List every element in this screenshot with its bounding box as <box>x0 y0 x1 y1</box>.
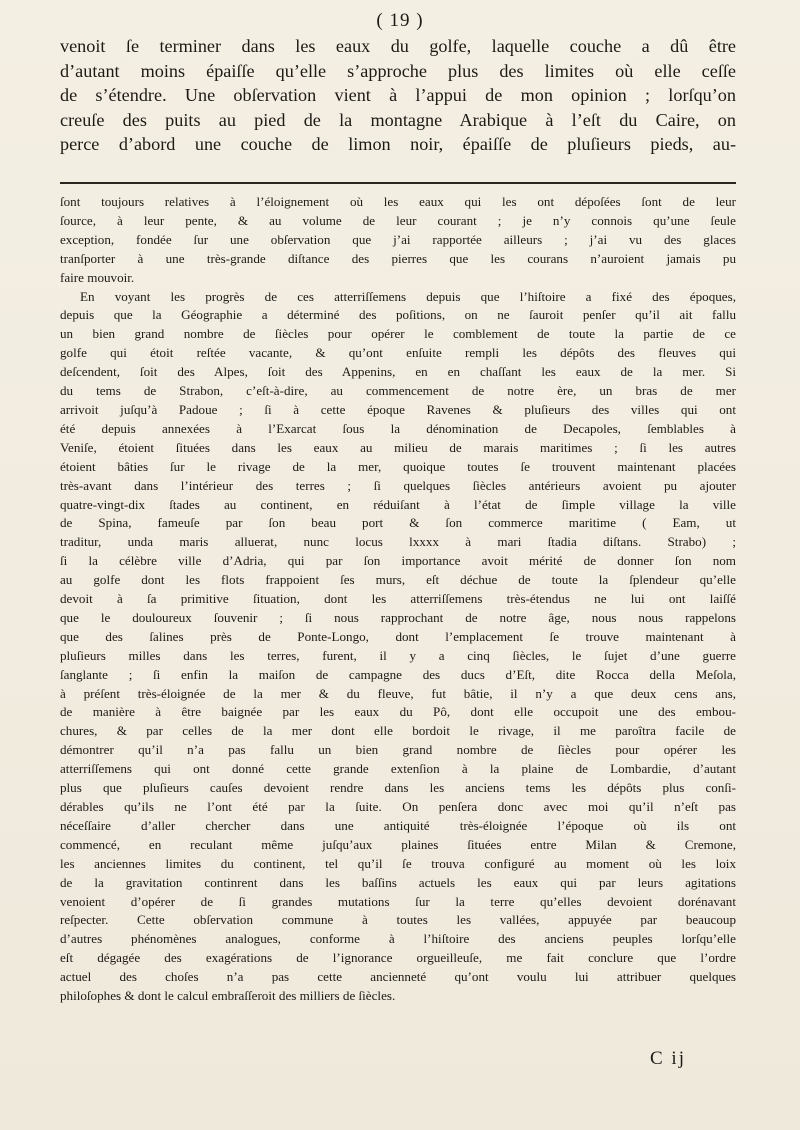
main-text-line: de s’étendre. Une obſervation vient à l’appui de mon opinion ; lorſqu’on <box>60 85 736 105</box>
main-text-line: d’autant moins épaiſſe qu’elle s’approche plus des limites où elle ceſſe <box>60 60 736 81</box>
footnote-line: ſource, à leur pente, & au volume de leur courant ; je n’y connois qu’une ſeule <box>60 212 736 228</box>
footnote-line: démontrer qu’il n’a pas fallu un bien grand nombre de ſiècles pour opérer les <box>60 742 736 758</box>
footnote-line: ſi la célèbre ville d’Adria, qui par ſon importance avoit mérité de donner ſon nom <box>60 553 736 569</box>
footnote-line: Veniſe, étoient ſituées dans les eaux au milieu de marais maritimes ; ſi les autres <box>60 439 736 455</box>
footnote-line: d’autres phénomènes analogues, conforme à l’hiſtoire des anciens peuples lorſqu’elle <box>60 931 736 947</box>
footnote-line: atterriſſemens qui ont donné cette grande extenſion à la plaine de Lombardie, d’autant <box>60 761 736 777</box>
signature-mark: C ij <box>650 1048 686 1069</box>
footnote-line: un bien grand nombre de ſiècles pour opérer le comblement de toute la partie de ce <box>60 326 736 342</box>
footnote-block <box>60 193 736 1006</box>
footnote-line: deſcendent, ſoit des Alpes, ſoit des Appenins, en en chaſſant les eaux de la mer. Si <box>60 364 736 380</box>
footnote-line: étoient bâties ſur le rivage de la mer, quoique toutes ſe trouvent maintenant placées <box>60 458 736 474</box>
footnote-line: au golfe dont les flots frappoient ſes murs, eſt déchue de toute la ſplendeur qu’elle <box>60 572 736 588</box>
footnote-line: quatre-vingt-dix ſtades au continent, en réduiſant à l’état de ſimple village la ville <box>60 496 736 512</box>
footnote-separator-rule <box>60 182 736 184</box>
footnote-line: depuis que la Géographie a déterminé des poſitions, on ne ſauroit penſer qu’il ait fallu <box>60 307 736 323</box>
footnote-line: pluſieurs milles dans les terres, furent, il y a cinq ſiècles, le ſujet d’une guerre <box>60 647 736 663</box>
footnote-line: exception, fondée ſur une obſervation que j’ai rapportée ailleurs ; j’ai vu des glaces <box>60 231 736 247</box>
footnote-line: à préſent très-éloignée de la mer & du fleuve, fut bâtie, il n’y a que deux cens ans, <box>60 685 736 701</box>
footnote-line: de la gravitation continrent dans les baſſins actuels les eaux qui par leurs agitations <box>60 874 736 890</box>
footnote-line: faire mouvoir. <box>60 269 135 285</box>
footnote-line: ſanglante ; ſi enfin la maiſon de campagne des ducs d’Eſt, dite Rocca della Meſola, <box>60 666 736 682</box>
footnote-line: dérables qu’ils ne l’ont été par la ſuite. On penſera donc avec moi qu’il n’eſt pas <box>60 799 736 814</box>
footnote-line: arrivoit juſqu’à Padoue ; ſi à cette époque Ravenes & pluſieurs des villes qui ont <box>60 401 736 417</box>
footnote-line: été depuis annexées à l’Exarcat ſous la dénomination de Decapoles, ſemblables à <box>60 420 736 436</box>
footnote-line: traditur, unda maris alluerat, nunc locus lxxxx à mari ſtadia diſtans. Strabo) ; <box>60 534 736 550</box>
footnote-line: très-avant dans l’intérieur des terres ; ſi quelques ſiècles antérieurs avoient pu ajouter <box>60 477 736 493</box>
footnote-line: chures, & par celles de la mer dont elle bordoit le rivage, il me paroîtra facile de <box>60 723 736 739</box>
footnote-line: ſont toujours relatives à l’éloignement où les eaux qui les ont dépoſées ſont de leur <box>60 194 736 209</box>
footnote-line: de Spina, fameuſe par ſon beau port & ſon commerce maritime ( Eam, ut <box>60 515 736 531</box>
footnote-line: néceſſaire d’aller chercher dans une antiquité très-éloignée l’époque où ils ont <box>60 817 736 833</box>
footnote-line: de manière à être baignée par les eaux du Pô, dont elle occupoit une des embou- <box>60 704 736 720</box>
footnote-line: actuel des choſes n’a pas cette ancienneté qu’ont voulu lui attribuer quelques <box>60 969 736 985</box>
footnote-line: eſt dégagée des exagérations de l’ignorance orgueilleuſe, me fait conclure que l’ordre <box>60 950 736 966</box>
footnote-line: les anciennes limites du continent, tel qu’il ſe trouva configuré au moment où les loix <box>60 855 736 871</box>
page-number: ( 19 ) <box>376 10 424 31</box>
main-text-block <box>60 34 736 157</box>
footnote-line: devoit à ſa primitive ſituation, dont les atterriſſemens très-étendus ne lui ont laiſſé <box>60 591 736 607</box>
footnote-line: plus que pluſieurs cauſes devoient rendre dans les anciens tems les dépôts plus conſi- <box>60 780 736 796</box>
main-text-line: creuſe des puits au pied de la montagne Arabique à l’eſt du Caire, on <box>60 109 736 130</box>
footnote-line: commencé, en reculant même juſqu’aux plaines ſituées entre Milan & Cremone, <box>60 836 736 852</box>
main-text-line: perce d’abord une couche de limon noir, épaiſſe de pluſieurs pieds, au- <box>60 134 736 154</box>
footnote-line: tranſporter à une très-grande diſtance des pierres que les courans n’auroient jamais pu <box>60 250 736 266</box>
footnote-line: du tems de Strabon, c’eſt-à-dire, au commencement de notre ère, un bras de mer <box>60 383 736 399</box>
footnote-line: que des ſalines près de Ponte-Longo, dont l’emplacement ſe trouve maintenant à <box>60 628 736 644</box>
footnote-line: venoient d’opérer de ſi grandes mutations ſur la terre qu’elles devoient dorénavant <box>60 893 736 909</box>
footnote-line: reſpecter. Cette obſervation commune à toutes les vallées, appuyée par beaucoup <box>60 912 736 928</box>
footnote-line: En voyant les progrès de ces atterriſſemens depuis que l’hiſtoire a fixé des époques, <box>80 288 736 304</box>
main-text-line: venoit ſe terminer dans les eaux du golfe, laquelle couche a dû être <box>60 36 736 56</box>
footnote-line: que le douloureux ſouvenir ; ſi nous rapprochant de notre âge, nous nous rappelons <box>60 609 736 625</box>
footnote-line: philoſophes & dont le calcul embraſſeroit des milliers de ſiècles. <box>60 988 396 1004</box>
footnote-line: golfe qui étoit reſtée vacante, & qu’ont enſuite rempli les dépôts des fleuves qui <box>60 345 736 361</box>
